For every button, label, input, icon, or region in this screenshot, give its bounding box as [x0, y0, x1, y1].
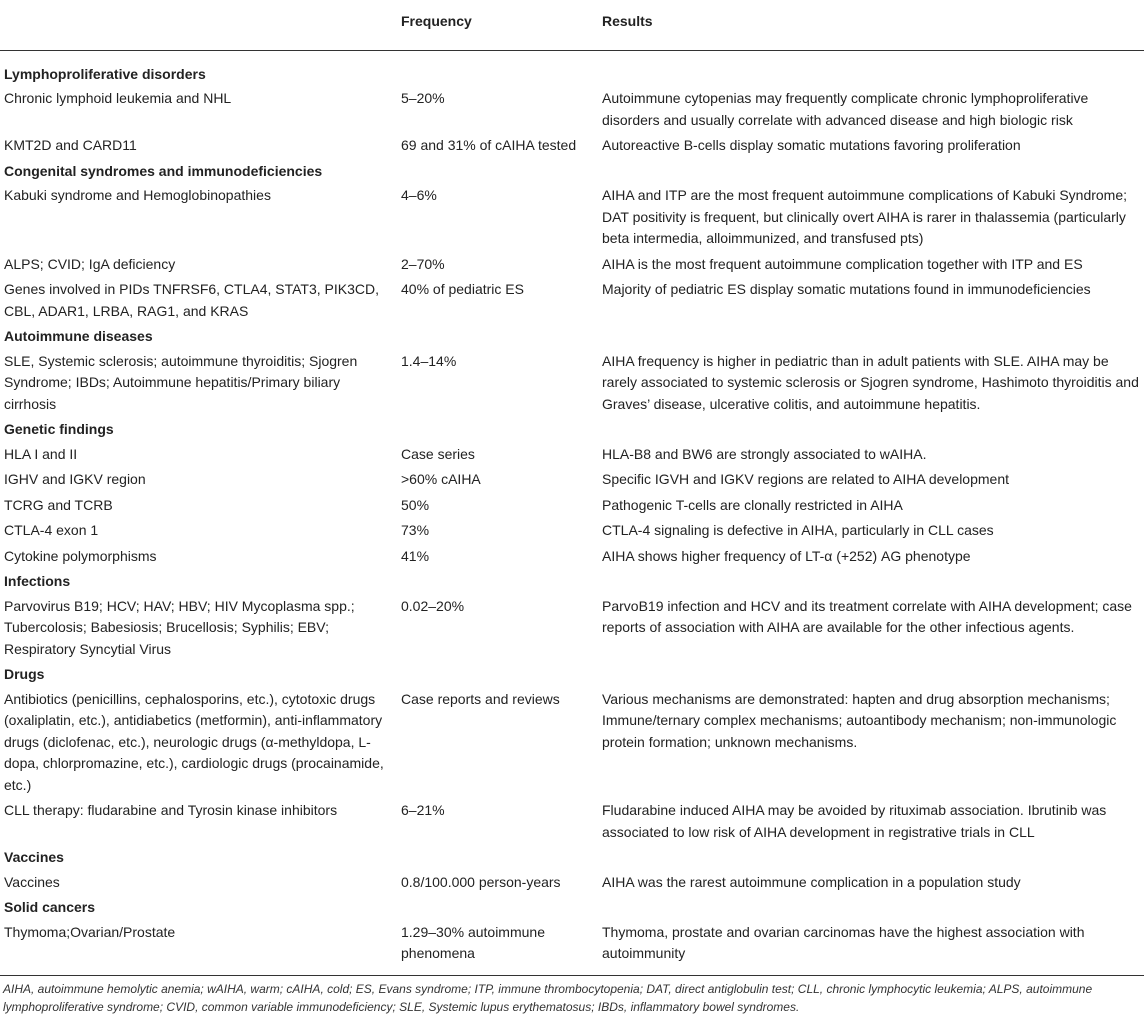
- cell-results: AIHA is the most frequent autoimmune complication together with ITP and ES: [602, 255, 1083, 272]
- section-row: [0, 324, 1144, 349]
- table-row: [0, 277, 1144, 324]
- cell-results: Specific IGVH and IGKV regions are related to AIHA development: [602, 471, 1009, 487]
- cell-results: Majority of pediatric ES display somatic mutations found in immunodeficiencies: [602, 281, 1091, 297]
- section-title: Solid cancers: [4, 899, 96, 915]
- cell-frequency: 40% of pediatric ES: [401, 281, 524, 297]
- cell-frequency: 50%: [401, 496, 430, 513]
- section-row: [0, 662, 1144, 687]
- cell-condition: HLA I and II: [4, 445, 78, 462]
- cell-condition: Parvovirus B19; HCV; HAV; HBV; HIV Mycoplasma spp.; Tubercolosis; Babesiosis; Brucellosis; Syphilis; EBV; Respiratory Syncytial Virus: [4, 597, 355, 657]
- cell-frequency: 1.4–14%: [401, 352, 457, 369]
- cell-condition: IGHV and IGKV region: [4, 471, 146, 487]
- cell-condition: CLL therapy: fludarabine and Tyrosin kinase inhibitors: [4, 802, 338, 818]
- header-frequency: Frequency: [397, 0, 598, 50]
- cell-frequency: 0.02–20%: [401, 597, 465, 614]
- cell-results: AIHA shows higher frequency of LT-α (+252) AG phenotype: [602, 547, 971, 564]
- header-condition: [0, 0, 397, 50]
- cell-frequency: 73%: [401, 522, 430, 538]
- section-title: Vaccines: [4, 849, 64, 865]
- cell-results: Autoreactive B-cells display somatic mutations favoring proliferation: [602, 137, 1021, 153]
- table-row: [0, 544, 1144, 570]
- table-row: [0, 798, 1144, 845]
- cell-results: AIHA and ITP are the most frequent autoimmune complications of Kabuki Syndrome; DAT positivity is frequent, but clinically overt AIHA is rarer in thalassemia (particularly beta intermedia, alloimmunized, and transfused pts): [602, 187, 1128, 246]
- header-results: Results: [598, 0, 1144, 50]
- cell-frequency: 5–20%: [401, 90, 445, 106]
- section-title: Drugs: [4, 666, 45, 682]
- table-body: [0, 50, 1144, 975]
- section-title: Congenital syndromes and immunodeficiencies: [4, 162, 323, 179]
- section-title: Infections: [4, 573, 71, 589]
- cell-condition: SLE, Systemic sclerosis; autoimmune thyroiditis; Sjogren Syndrome; IBDs; Autoimmune hepatitis/Primary biliary cirrhosis: [4, 352, 358, 412]
- cell-condition: Vaccines: [4, 873, 60, 890]
- cell-frequency: 69 and 31% of cAIHA tested: [401, 137, 577, 153]
- cell-results: Pathogenic T-cells are clonally restricted in AIHA: [602, 496, 903, 513]
- table-row: [0, 442, 1144, 468]
- cell-results: Fludarabine induced AIHA may be avoided by rituximab association. Ibrutinib was associated to low risk of AIHA development in registrative trials in CLL: [602, 802, 1107, 840]
- cell-results: AIHA was the rarest autoimmune complication in a population study: [602, 873, 1021, 890]
- cell-frequency: 1.29–30% autoimmune phenomena: [401, 923, 545, 961]
- table-row: [0, 349, 1144, 418]
- table-row: [0, 493, 1144, 519]
- section-title: Lymphoproliferative disorders: [4, 65, 206, 82]
- table-row: [0, 594, 1144, 663]
- section-title: Genetic findings: [4, 421, 114, 437]
- cell-results: CTLA-4 signaling is defective in AIHA, particularly in CLL cases: [602, 522, 994, 538]
- cell-results: ParvoB19 infection and HCV and its treatment correlate with AIHA development; case reports of association with AIHA are available for the other infectious agents.: [602, 597, 1132, 635]
- cell-condition: ALPS; CVID; IgA deficiency: [4, 255, 176, 272]
- cell-results: Thymoma, prostate and ovarian carcinomas have the highest association with autoimmunity: [602, 923, 1085, 961]
- section-row: [0, 159, 1144, 184]
- cell-results: HLA-B8 and BW6 are strongly associated to wAIHA.: [602, 445, 927, 462]
- cell-results: AIHA frequency is higher in pediatric than in adult patients with SLE. AIHA may be rarely associated to systemic sclerosis or Sjogren syndrome, Hashimoto thyroiditis and Graves’ disease, ulcerative colitis, and autoimmune hepatitis.: [602, 352, 1139, 412]
- table-row: [0, 518, 1144, 544]
- section-row: [0, 50, 1144, 86]
- cell-results: Autoimmune cytopenias may frequently complicate chronic lymphoproliferative disorders and usually correlate with advanced disease and high biologic risk: [602, 90, 1089, 128]
- cell-condition: Thymoma;Ovarian/Prostate: [4, 923, 176, 940]
- cell-condition: KMT2D and CARD11: [4, 137, 137, 153]
- table-header: [0, 0, 1144, 50]
- cell-condition: TCRG and TCRB: [4, 496, 113, 513]
- cell-condition: Chronic lymphoid leukemia and NHL: [4, 90, 232, 106]
- table-row: [0, 920, 1144, 976]
- cell-condition: Antibiotics (penicillins, cephalosporins, etc.), cytotoxic drugs (oxaliplatin, etc.), antidiabetics (metformin), anti-inflammatory drugs (diclofenac, etc.), neurologic drugs (α-methyldopa, L-dopa, chlorpromazine, etc.), cardiologic drugs (procainamide, etc.): [4, 690, 384, 793]
- table-row: [0, 687, 1144, 799]
- cell-frequency: 6–21%: [401, 802, 445, 818]
- cell-condition: Kabuki syndrome and Hemoglobinopathies: [4, 187, 271, 203]
- cell-results: Various mechanisms are demonstrated: hapten and drug absorption mechanisms; Immune/ternary complex mechanisms; autoantibody mechanism; non-immunologic protein formation; unknown mechanisms.: [602, 690, 1117, 750]
- table-footnote: AIHA, autoimmune hemolytic anemia; wAIHA, warm; cAIHA, cold; ES, Evans syndrome; ITP, immune thrombocytopenia; DAT, direct antiglobulin test; CLL, chronic lymphocytic leukemia; ALPS, autoimmune lymphoproliferative syndrome; CVID, common variable immunodeficiency; SLE, Systemic lupus erythematosus; IBDs, inflammatory bowel syndromes.: [3, 981, 1093, 1014]
- table-row: [0, 133, 1144, 159]
- cell-frequency: Case reports and reviews: [401, 690, 560, 707]
- table-row: [0, 870, 1144, 896]
- section-row: [0, 845, 1144, 870]
- table-row: [0, 183, 1144, 252]
- cell-condition: Genes involved in PIDs TNFRSF6, CTLA4, STAT3, PIK3CD, CBL, ADAR1, LRBA, RAG1, and KRAS: [4, 281, 380, 319]
- cell-frequency: 4–6%: [401, 187, 437, 203]
- cell-frequency: Case series: [401, 445, 475, 462]
- table-row: [0, 467, 1144, 493]
- cell-frequency: 0.8/100.000 person-years: [401, 873, 561, 890]
- table-row: [0, 252, 1144, 278]
- cell-frequency: >60% cAIHA: [401, 471, 481, 487]
- section-row: [0, 895, 1144, 920]
- section-row: [0, 417, 1144, 442]
- cell-frequency: 41%: [401, 547, 430, 564]
- table-row: [0, 86, 1144, 133]
- cell-condition: CTLA-4 exon 1: [4, 522, 99, 538]
- section-row: [0, 569, 1144, 594]
- section-title: Autoimmune diseases: [4, 328, 153, 344]
- cell-condition: Cytokine polymorphisms: [4, 547, 157, 564]
- cell-frequency: 2–70%: [401, 255, 445, 272]
